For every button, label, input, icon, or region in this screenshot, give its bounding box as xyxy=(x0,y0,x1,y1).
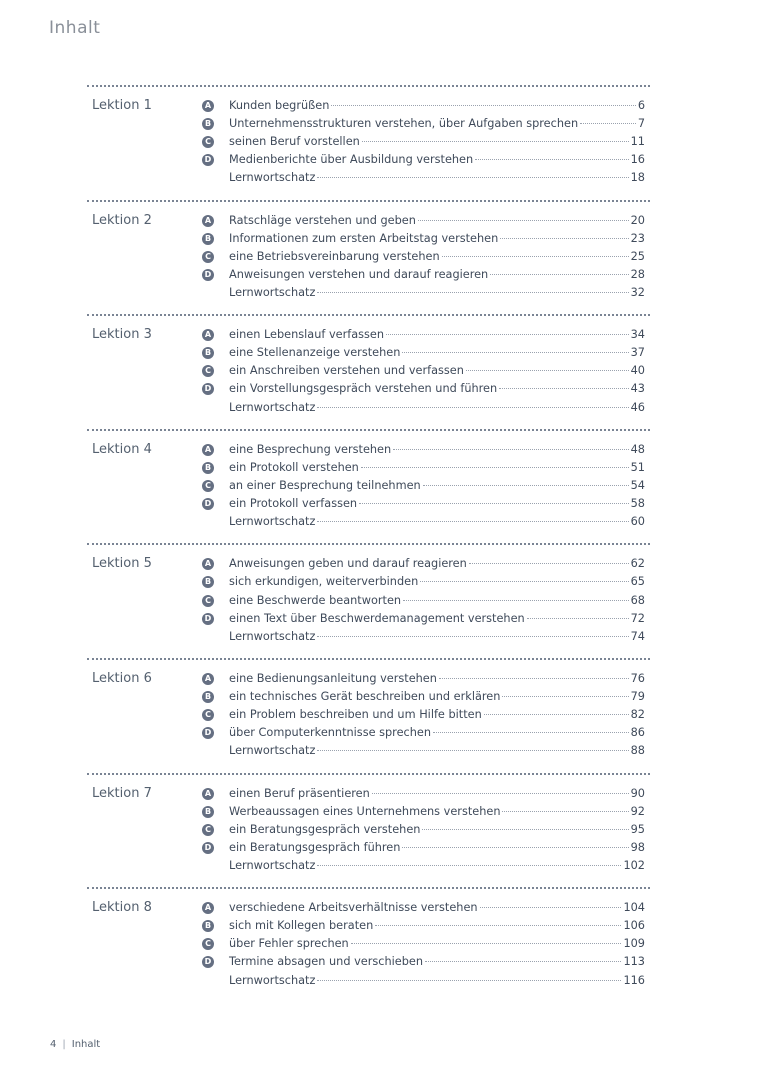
toc-entry[interactable] xyxy=(202,400,645,418)
toc-entry[interactable] xyxy=(202,804,645,822)
lesson-title: Lektion 5 xyxy=(92,556,152,572)
toc-entry-page: 98 xyxy=(630,840,645,854)
toc-entry-label: Lernwortschatz xyxy=(229,285,316,299)
toc-entry-line xyxy=(229,267,645,283)
toc-entry-line xyxy=(229,170,645,186)
toc-entry-label: ein Anschreiben verstehen und verfassen xyxy=(229,364,464,378)
toc-entry-line xyxy=(229,496,645,512)
toc-entry-label: ein Beratungsgespräch verstehen xyxy=(229,822,421,836)
toc-entry[interactable] xyxy=(202,345,645,363)
section-badge-icon: B xyxy=(202,691,214,703)
toc-entry[interactable] xyxy=(202,918,645,936)
toc-entry-label: Lernwortschatz xyxy=(229,171,316,185)
dot-leader xyxy=(490,274,628,275)
toc-entry-line xyxy=(229,381,645,397)
toc-entry-label: einen Beruf präsentieren xyxy=(229,786,370,800)
toc-entry-label: über Fehler sprechen xyxy=(229,937,349,951)
toc-entry-label: ein Problem beschreiben und um Hilfe bitten xyxy=(229,708,482,722)
toc-entry[interactable] xyxy=(202,840,645,858)
toc-entry-page: 32 xyxy=(630,285,645,299)
toc-entry-page: 65 xyxy=(630,575,645,589)
toc-entry-page: 113 xyxy=(623,955,645,969)
toc-entry[interactable] xyxy=(202,478,645,496)
section-badge-icon: B xyxy=(202,576,214,588)
dot-leader xyxy=(372,793,629,794)
lesson-title: Lektion 6 xyxy=(92,670,152,686)
dot-leader xyxy=(317,750,628,751)
toc-entry-line xyxy=(229,116,645,132)
dot-leader xyxy=(317,292,628,293)
toc-entry-line xyxy=(229,400,645,416)
toc-entry-page: 86 xyxy=(630,726,645,740)
toc-entry-line xyxy=(229,442,645,458)
dot-leader xyxy=(466,370,629,371)
toc-entry-line xyxy=(229,858,645,874)
lesson-title: Lektion 7 xyxy=(92,785,152,801)
lesson-entries xyxy=(202,98,645,188)
toc-entry-page: 62 xyxy=(630,557,645,571)
section-badge-icon: A xyxy=(202,215,214,227)
lesson-title: Lektion 4 xyxy=(92,441,152,457)
lesson-entries xyxy=(202,671,645,761)
toc-entry[interactable] xyxy=(202,611,645,629)
footer-section: Inhalt xyxy=(71,1039,101,1050)
toc-entry-page: 116 xyxy=(623,973,645,987)
dot-leader xyxy=(402,847,628,848)
toc-entry-page: 16 xyxy=(630,153,645,167)
section-badge-icon: B xyxy=(202,462,214,474)
toc-entry-line xyxy=(229,973,645,989)
toc-entry-page: 104 xyxy=(623,901,645,915)
toc-entry-page: 68 xyxy=(630,593,645,607)
toc-entry-page: 6 xyxy=(637,99,645,112)
section-badge-icon: A xyxy=(202,329,214,341)
toc-entry-label: seinen Beruf vorstellen xyxy=(229,135,360,149)
toc-entry-line xyxy=(229,213,645,229)
toc-entry[interactable] xyxy=(202,267,645,285)
lesson-entries xyxy=(202,900,645,990)
toc-entry-page: 88 xyxy=(630,744,645,758)
section-badge-icon: D xyxy=(202,498,214,510)
toc-entry-page: 11 xyxy=(630,135,645,149)
toc-entry-line xyxy=(229,363,645,379)
dot-leader xyxy=(422,829,628,830)
dot-leader xyxy=(420,581,628,582)
toc-entry-line xyxy=(229,707,645,723)
lesson-title: Lektion 3 xyxy=(92,327,152,343)
section-badge-icon: D xyxy=(202,727,214,739)
toc-entry[interactable] xyxy=(202,249,645,267)
toc-entry-line xyxy=(229,629,645,645)
toc-entry-label: eine Besprechung verstehen xyxy=(229,442,392,456)
toc-entry[interactable] xyxy=(202,514,645,532)
toc-entry[interactable] xyxy=(202,973,645,991)
lesson-entries xyxy=(202,327,645,417)
toc-entry-line xyxy=(229,936,645,952)
section-badge-icon: D xyxy=(202,956,214,968)
section-badge-icon: D xyxy=(202,613,214,625)
toc-entry-page: 48 xyxy=(630,442,645,456)
dot-leader xyxy=(362,141,629,142)
toc-entry-page: 54 xyxy=(630,478,645,492)
section-badge-icon: B xyxy=(202,806,214,818)
section-badge-icon: D xyxy=(202,154,214,166)
lesson-section xyxy=(87,658,650,773)
toc-entry[interactable] xyxy=(202,442,645,460)
dot-leader xyxy=(580,123,636,124)
section-badge-icon: B xyxy=(202,347,214,359)
section-badge-icon: D xyxy=(202,842,214,854)
lesson-section xyxy=(87,85,650,200)
section-badge-icon: D xyxy=(202,269,214,281)
toc-entry[interactable] xyxy=(202,327,645,345)
toc-entry-label: ein Protokoll verstehen xyxy=(229,460,359,474)
section-badge-icon: B xyxy=(202,118,214,130)
toc-entry-page: 79 xyxy=(630,690,645,704)
toc-entry-line xyxy=(229,725,645,741)
toc-entry-label: Lernwortschatz xyxy=(229,744,316,758)
dot-leader xyxy=(361,467,629,468)
toc-entry[interactable] xyxy=(202,152,645,170)
toc-entry[interactable] xyxy=(202,134,645,152)
section-badge-icon: A xyxy=(202,558,214,570)
toc-entry-label: sich mit Kollegen beraten xyxy=(229,919,374,933)
section-badge-icon: C xyxy=(202,824,214,836)
dot-leader xyxy=(317,407,628,408)
toc-entry-label: Lernwortschatz xyxy=(229,973,316,987)
toc-entry[interactable] xyxy=(202,460,645,478)
toc-entry-label: Anweisungen verstehen und darauf reagieren xyxy=(229,267,489,281)
section-badge-icon: A xyxy=(202,673,214,685)
toc-entry-page: 95 xyxy=(630,822,645,836)
toc-entry-line xyxy=(229,460,645,476)
section-badge-icon: D xyxy=(202,383,214,395)
section-badge-icon: A xyxy=(202,788,214,800)
dot-leader xyxy=(317,521,628,522)
toc-entry-page: 23 xyxy=(630,231,645,245)
toc-entry-line xyxy=(229,804,645,820)
toc-entry[interactable] xyxy=(202,689,645,707)
toc-entry-label: einen Text über Beschwerdemanagement verstehen xyxy=(229,611,525,625)
dot-leader xyxy=(403,600,629,601)
footer xyxy=(50,1039,100,1050)
toc-entry[interactable] xyxy=(202,786,645,804)
toc-entry-page: 34 xyxy=(630,328,645,342)
toc-entry-line xyxy=(229,918,645,934)
dot-leader xyxy=(351,943,622,944)
dot-leader xyxy=(375,925,621,926)
dot-leader xyxy=(317,636,628,637)
page-title: Inhalt xyxy=(49,18,101,38)
toc-entry-label: eine Beschwerde beantworten xyxy=(229,593,402,607)
toc-entry-label: ein Vorstellungsgespräch verstehen und führen xyxy=(229,382,498,396)
toc-entry-label: an einer Besprechung teilnehmen xyxy=(229,478,421,492)
toc-entry-label: Anweisungen geben und darauf reagieren xyxy=(229,557,467,571)
toc-entry-page: 60 xyxy=(630,515,645,529)
toc-entry-page: 43 xyxy=(630,382,645,396)
section-badge-icon: A xyxy=(202,902,214,914)
toc-entry-line xyxy=(229,743,645,759)
toc-entry-page: 51 xyxy=(630,460,645,474)
toc-entry-line xyxy=(229,98,645,114)
toc-entry-page: 106 xyxy=(623,919,645,933)
dot-leader xyxy=(442,256,629,257)
lesson-section xyxy=(87,773,650,888)
toc-entry-line xyxy=(229,786,645,802)
toc-entry[interactable] xyxy=(202,116,645,134)
lesson-section xyxy=(87,429,650,544)
dot-leader xyxy=(418,220,629,221)
toc-entry-page: 72 xyxy=(630,611,645,625)
toc-entry-page: 109 xyxy=(623,937,645,951)
dot-leader xyxy=(484,714,629,715)
dot-leader xyxy=(402,352,628,353)
toc-entry[interactable] xyxy=(202,556,645,574)
toc-entry[interactable] xyxy=(202,593,645,611)
toc-entry[interactable] xyxy=(202,707,645,725)
toc-entry-page: 28 xyxy=(630,267,645,281)
toc-entry[interactable] xyxy=(202,743,645,761)
toc-entry-page: 25 xyxy=(630,249,645,263)
dot-leader xyxy=(502,811,628,812)
section-badge-icon: C xyxy=(202,938,214,950)
dot-leader xyxy=(433,732,629,733)
toc-entry-page: 92 xyxy=(630,804,645,818)
toc-entry-label: über Computerkenntnisse sprechen xyxy=(229,726,432,740)
dot-leader xyxy=(480,907,622,908)
toc-entry[interactable] xyxy=(202,900,645,918)
toc-entry-label: Ratschläge verstehen und geben xyxy=(229,213,416,227)
toc-entry[interactable] xyxy=(202,954,645,972)
toc-entry-page: 40 xyxy=(630,364,645,378)
toc-entry-label: Informationen zum ersten Arbeitstag verstehen xyxy=(229,231,499,245)
dot-leader xyxy=(425,961,621,962)
toc-entry-label: Lernwortschatz xyxy=(229,858,316,872)
lesson-entries xyxy=(202,442,645,532)
toc-entry-line xyxy=(229,231,645,247)
toc-entry-label: sich erkundigen, weiterverbinden xyxy=(229,575,419,589)
toc-entry-label: ein technisches Gerät beschreiben und erklären xyxy=(229,690,501,704)
toc-entry-line xyxy=(229,556,645,572)
toc-entry-page: 46 xyxy=(630,400,645,414)
toc-entry-line xyxy=(229,900,645,916)
toc-entry-line xyxy=(229,574,645,590)
toc-entry-line xyxy=(229,671,645,687)
lesson-entries xyxy=(202,213,645,303)
table-of-contents xyxy=(87,85,650,1002)
toc-entry-page: 102 xyxy=(623,858,645,872)
section-badge-icon: C xyxy=(202,136,214,148)
dot-leader xyxy=(317,980,621,981)
toc-entry[interactable] xyxy=(202,671,645,689)
toc-entry-page: 82 xyxy=(630,708,645,722)
toc-entry-page: 18 xyxy=(630,171,645,185)
toc-entry[interactable] xyxy=(202,629,645,647)
toc-entry[interactable] xyxy=(202,822,645,840)
toc-entry-page: 76 xyxy=(630,671,645,685)
lesson-section xyxy=(87,314,650,429)
dot-leader xyxy=(499,388,628,389)
toc-entry-label: Medienberichte über Ausbildung verstehen xyxy=(229,153,474,167)
toc-entry[interactable] xyxy=(202,170,645,188)
toc-entry-label: eine Betriebsvereinbarung verstehen xyxy=(229,249,440,263)
toc-entry-line xyxy=(229,134,645,150)
dot-leader xyxy=(317,865,621,866)
lesson-title: Lektion 8 xyxy=(92,900,152,916)
dot-leader xyxy=(393,449,628,450)
toc-entry-label: einen Lebenslauf verfassen xyxy=(229,328,385,342)
section-badge-icon: A xyxy=(202,100,214,112)
toc-entry[interactable] xyxy=(202,496,645,514)
toc-entry-label: Lernwortschatz xyxy=(229,400,316,414)
lesson-section xyxy=(87,887,650,1002)
toc-entry-line xyxy=(229,822,645,838)
lesson-section xyxy=(87,200,650,315)
toc-entry-label: eine Stellenanzeige verstehen xyxy=(229,346,401,360)
toc-entry-label: Werbeaussagen eines Unternehmens verstehen xyxy=(229,804,501,818)
toc-entry-label: ein Protokoll verfassen xyxy=(229,497,358,511)
toc-entry[interactable] xyxy=(202,574,645,592)
toc-entry[interactable] xyxy=(202,231,645,249)
dot-leader xyxy=(527,618,629,619)
toc-entry-line xyxy=(229,593,645,609)
toc-entry-label: Lernwortschatz xyxy=(229,515,316,529)
dot-leader xyxy=(386,334,629,335)
section-badge-icon: A xyxy=(202,444,214,456)
toc-entry[interactable] xyxy=(202,98,645,116)
toc-entry-label: ein Beratungsgespräch führen xyxy=(229,840,401,854)
dot-leader xyxy=(317,177,628,178)
toc-entry[interactable] xyxy=(202,381,645,399)
toc-entry-page: 20 xyxy=(630,213,645,227)
toc-entry[interactable] xyxy=(202,725,645,743)
toc-entry-label: eine Bedienungsanleitung verstehen xyxy=(229,671,437,685)
section-badge-icon: C xyxy=(202,365,214,377)
section-badge-icon: C xyxy=(202,480,214,492)
toc-entry[interactable] xyxy=(202,858,645,876)
section-badge-icon: C xyxy=(202,595,214,607)
toc-entry-line xyxy=(229,249,645,265)
lesson-title: Lektion 1 xyxy=(92,98,152,113)
lesson-title: Lektion 2 xyxy=(92,212,152,228)
dot-leader xyxy=(500,238,628,239)
footer-separator: | xyxy=(62,1039,66,1050)
toc-entry-label: Kunden begrüßen xyxy=(229,99,330,112)
toc-entry-page: 90 xyxy=(630,786,645,800)
toc-entry-line xyxy=(229,689,645,705)
toc-entry[interactable] xyxy=(202,936,645,954)
footer-page-number: 4 xyxy=(50,1039,57,1050)
section-badge-icon: B xyxy=(202,920,214,932)
lesson-entries xyxy=(202,786,645,876)
toc-entry-page: 37 xyxy=(630,346,645,360)
toc-entry-line xyxy=(229,327,645,343)
dot-leader xyxy=(439,678,629,679)
toc-entry-line xyxy=(229,611,645,627)
toc-entry[interactable] xyxy=(202,285,645,303)
toc-entry-line xyxy=(229,152,645,168)
section-badge-icon: B xyxy=(202,233,214,245)
section-badge-icon: C xyxy=(202,251,214,263)
toc-entry-line xyxy=(229,954,645,970)
dot-leader xyxy=(331,105,635,106)
toc-entry-line xyxy=(229,478,645,494)
lesson-section xyxy=(87,543,650,658)
toc-entry[interactable] xyxy=(202,213,645,231)
section-badge-icon: C xyxy=(202,709,214,721)
toc-entry-label: verschiedene Arbeitsverhältnisse verstehen xyxy=(229,901,478,915)
dot-leader xyxy=(423,485,629,486)
toc-entry-label: Termine absagen und verschieben xyxy=(229,955,423,969)
toc-entry-label: Unternehmensstrukturen verstehen, über Aufgaben sprechen xyxy=(229,117,579,131)
dot-leader xyxy=(502,696,628,697)
toc-entry-line xyxy=(229,840,645,856)
toc-entry-label: Lernwortschatz xyxy=(229,629,316,643)
toc-entry-page: 58 xyxy=(630,497,645,511)
toc-entry[interactable] xyxy=(202,363,645,381)
toc-entry-page: 7 xyxy=(637,117,645,131)
toc-entry-page: 74 xyxy=(630,629,645,643)
dot-leader xyxy=(359,503,629,504)
dot-leader xyxy=(475,159,628,160)
dot-leader xyxy=(469,563,629,564)
lesson-entries xyxy=(202,556,645,646)
toc-entry-line xyxy=(229,514,645,530)
toc-entry-line xyxy=(229,285,645,301)
toc-entry-line xyxy=(229,345,645,361)
